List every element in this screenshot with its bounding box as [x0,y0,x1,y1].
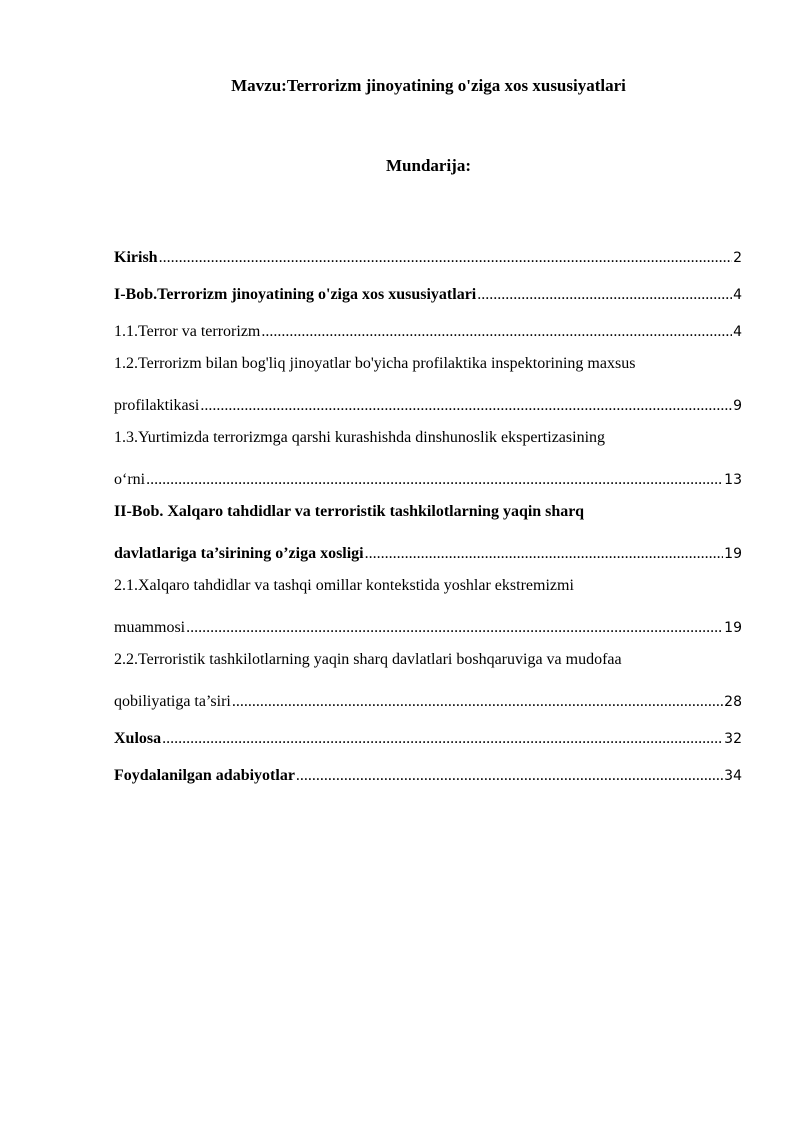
toc-entry-1-2[interactable] [114,354,742,416]
toc-entry-1-1[interactable] [114,317,742,342]
dot-leader [186,618,723,638]
toc-entry-adabiyotlar[interactable] [114,761,742,786]
toc-page-number: 4 [733,324,742,340]
toc-entry-text-line1: 2.2.Terroristik tashkilotlarning yaqin sharq davlatlari boshqaruviga va mudofaa [114,651,622,668]
toc-entry-1-3[interactable] [114,428,742,490]
dot-leader [146,470,723,490]
dot-leader [365,544,724,564]
toc-page-number: 28 [724,694,742,710]
toc-entry-2-2[interactable] [114,650,742,712]
toc-page-number: 19 [724,620,742,636]
toc-entry-xulosa[interactable] [114,724,742,749]
toc-page-number: 9 [733,398,742,414]
dot-leader [200,396,732,416]
toc-page-number: 34 [724,768,742,784]
toc-entry-text-line1: 2.1.Xalqaro tahdidlar va tashqi omillar kontekstida yoshlar ekstremizmi [114,577,574,594]
toc-entry-chapter-1[interactable] [114,280,742,305]
toc-page-number: 2 [733,250,742,266]
toc-page-number: 4 [733,287,742,303]
dot-leader [296,766,723,786]
toc-entry-text: I-Bob.Terrorizm jinoyatining o'ziga xos xususiyatlari [114,286,477,303]
toc-entry-text: o‘rni [114,471,146,488]
toc-page-number: 19 [724,546,742,562]
toc-entry-text-line1: 1.2.Terrorizm bilan bog'liq jinoyatlar bo'yicha profilaktika inspektorining maxsus [114,355,636,372]
toc-entry-text-line1: 1.3.Yurtimizda terrorizmga qarshi kurashishda dinshunoslik ekspertizasining [114,429,606,446]
toc-entry-text: muammosi [114,619,186,636]
toc-entry-text: Foydalanilgan adabiyotlar [114,767,295,784]
toc-entry-text: Xulosa [114,730,162,747]
toc-entry-2-1[interactable] [114,576,742,638]
dot-leader [159,248,733,268]
dot-leader [261,322,732,342]
dot-leader [232,692,723,712]
toc-page-number: 13 [724,472,742,488]
document-title: Mavzu:Terrorizm jinoyatining o'ziga xos xususiyatlari [231,76,626,95]
table-of-contents [114,243,742,798]
toc-entry-chapter-2[interactable] [114,502,742,564]
toc-entry-text: davlatlariga ta’sirining o’ziga xosligi [114,545,364,562]
toc-entry-text: qobiliyatiga ta’siri [114,693,231,710]
dot-leader [162,729,723,749]
toc-entry-kirish[interactable] [114,243,742,268]
toc-entry-text: profilaktikasi [114,397,200,414]
toc-entry-text: 1.1.Terror va terrorizm [114,323,261,340]
toc-entry-text-line1: II-Bob. Xalqaro tahdidlar va terroristik tashkilotlarning yaqin sharq [114,503,585,520]
toc-entry-text: Kirish [114,249,158,266]
toc-heading: Mundarija: [386,156,471,175]
dot-leader [477,285,732,305]
toc-page-number: 32 [724,731,742,747]
